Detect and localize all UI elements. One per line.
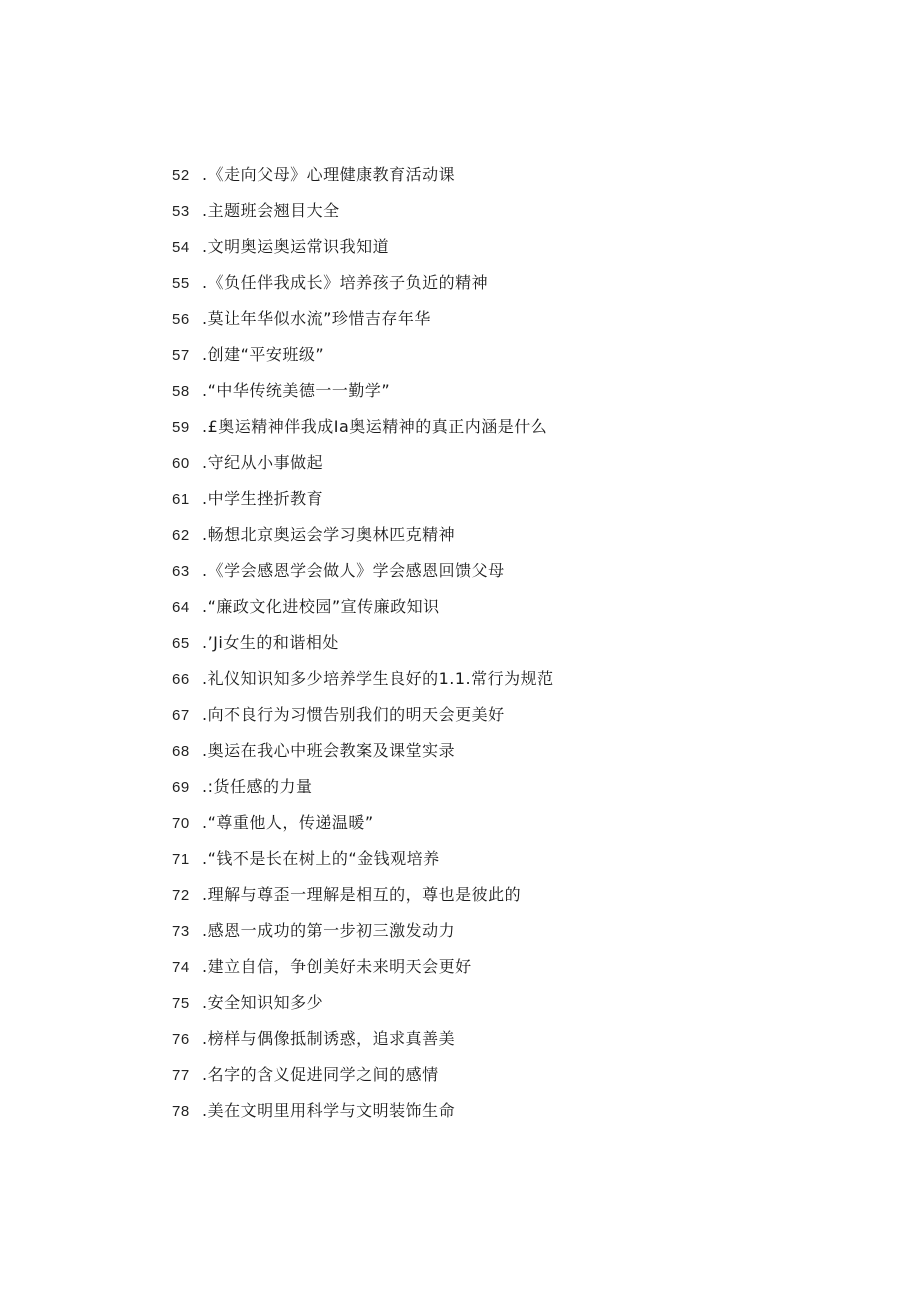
item-text: .“尊重他人，传递温暖” xyxy=(202,813,374,832)
list-item xyxy=(172,373,554,409)
item-text: .中学生挫折教育 xyxy=(202,489,324,508)
item-text: .“钱不是长在树上的“金钱观培养 xyxy=(202,849,440,868)
item-text: .:货任感的力量 xyxy=(202,777,313,796)
list-item xyxy=(172,589,554,625)
list-item xyxy=(172,481,554,517)
item-text: .名字的含义促进同学之间的感情 xyxy=(202,1065,439,1084)
item-text: .感恩一成功的第一步初三激发动力 xyxy=(202,921,456,940)
item-text: .美在文明里用科学与文明装饰生命 xyxy=(202,1101,456,1120)
item-number: 57 xyxy=(172,347,190,364)
item-text: .主题班会翘目大全 xyxy=(202,201,340,220)
item-number: 62 xyxy=(172,527,190,544)
list-item xyxy=(172,877,554,913)
item-text: .文明奥运奥运常识我知道 xyxy=(202,237,390,256)
item-number: 52 xyxy=(172,167,190,184)
item-text: .守纪从小事做起 xyxy=(202,453,324,472)
list-item xyxy=(172,1021,554,1057)
item-number: 73 xyxy=(172,923,190,940)
list-item xyxy=(172,229,554,265)
item-number: 76 xyxy=(172,1031,190,1048)
list-item xyxy=(172,193,554,229)
item-number: 63 xyxy=(172,563,190,580)
list-item xyxy=(172,409,554,445)
item-number: 71 xyxy=(172,851,190,868)
list-item xyxy=(172,517,554,553)
item-text: .建立自信，争创美好未来明天会更好 xyxy=(202,957,472,976)
item-text: .畅想北京奥运会学习奥林匹克精神 xyxy=(202,525,456,544)
item-text: .榜样与偶像抵制诱惑，追求真善美 xyxy=(202,1029,456,1048)
item-number: 70 xyxy=(172,815,190,832)
item-number: 55 xyxy=(172,275,190,292)
list-item xyxy=(172,337,554,373)
item-text: .向不良行为习惯告别我们的明天会更美好 xyxy=(202,705,505,724)
list-item xyxy=(172,553,554,589)
topic-list xyxy=(172,157,554,1129)
item-number: 60 xyxy=(172,455,190,472)
item-text: .礼仪知识知多少培养学生良好的1.1.常行为规范 xyxy=(202,669,554,688)
list-item xyxy=(172,445,554,481)
item-text: .安全知识知多少 xyxy=(202,993,324,1012)
list-item xyxy=(172,157,554,193)
item-number: 56 xyxy=(172,311,190,328)
item-number: 69 xyxy=(172,779,190,796)
item-number: 54 xyxy=(172,239,190,256)
item-text: .《学会感恩学会做人》学会感恩回馈父母 xyxy=(202,561,505,580)
list-item xyxy=(172,265,554,301)
item-number: 72 xyxy=(172,887,190,904)
list-item xyxy=(172,733,554,769)
list-item xyxy=(172,625,554,661)
item-number: 68 xyxy=(172,743,190,760)
item-number: 66 xyxy=(172,671,190,688)
list-item xyxy=(172,1057,554,1093)
item-text: .创建“平安班级” xyxy=(202,345,325,364)
item-text: .《走向父母》心理健康教育活动课 xyxy=(202,165,456,184)
list-item xyxy=(172,769,554,805)
list-item xyxy=(172,1093,554,1129)
item-text: .“廉政文化进校园”宣传廉政知识 xyxy=(202,597,440,616)
item-number: 64 xyxy=(172,599,190,616)
item-text: .《负任伴我成长》培养孩子负近的精神 xyxy=(202,273,489,292)
item-text: .理解与尊歪一理解是相互的，尊也是彼此的 xyxy=(202,885,522,904)
list-item xyxy=(172,841,554,877)
list-item xyxy=(172,661,554,697)
item-number: 67 xyxy=(172,707,190,724)
item-number: 61 xyxy=(172,491,190,508)
item-number: 53 xyxy=(172,203,190,220)
list-item xyxy=(172,985,554,1021)
item-number: 78 xyxy=(172,1103,190,1120)
item-text: .’Ji女生的和谐相处 xyxy=(202,633,339,652)
list-item xyxy=(172,949,554,985)
list-item xyxy=(172,805,554,841)
list-item xyxy=(172,301,554,337)
item-number: 65 xyxy=(172,635,190,652)
item-number: 58 xyxy=(172,383,190,400)
item-text: .“中华传统美德一一勤学” xyxy=(202,381,391,400)
item-number: 59 xyxy=(172,419,190,436)
item-text: .£奥运精神伴我成Ia奥运精神的真正内涵是什么 xyxy=(202,417,548,436)
item-number: 77 xyxy=(172,1067,190,1084)
list-item xyxy=(172,697,554,733)
list-item xyxy=(172,913,554,949)
item-text: .奥运在我心中班会教案及课堂实录 xyxy=(202,741,456,760)
item-number: 75 xyxy=(172,995,190,1012)
item-text: .莫让年华似水流”珍惜吉存年华 xyxy=(202,309,431,328)
item-number: 74 xyxy=(172,959,190,976)
